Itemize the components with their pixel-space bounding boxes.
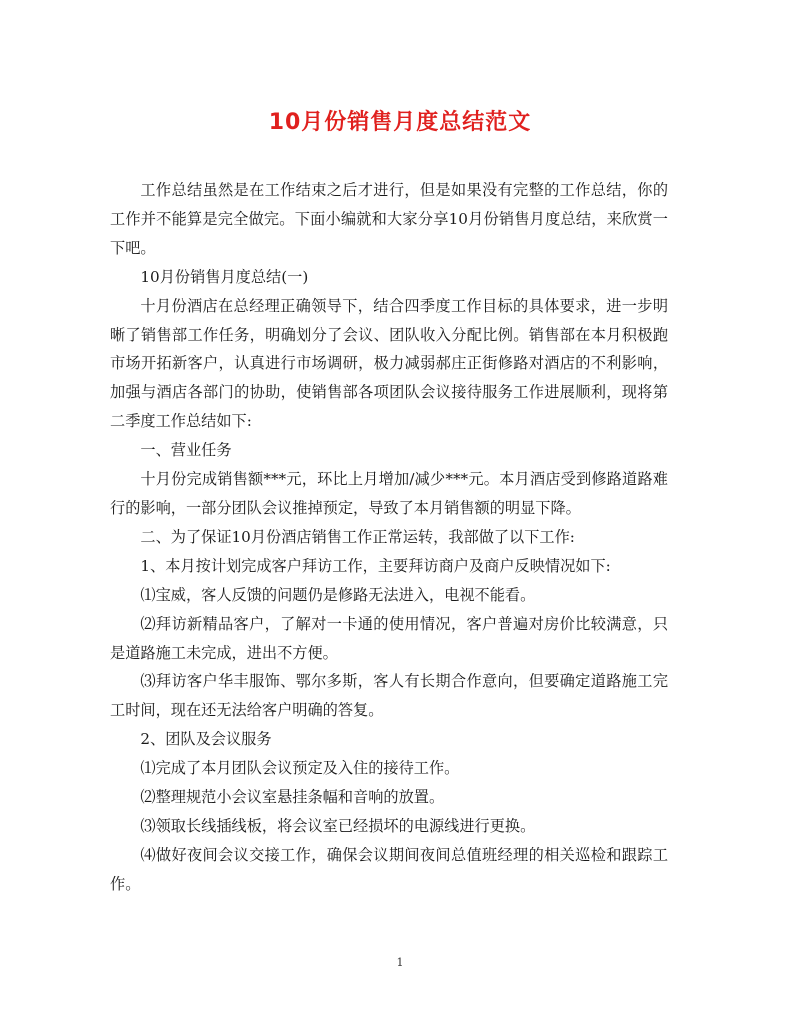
document-title: 10月份销售月度总结范文	[268, 110, 532, 135]
list-item: ⑴完成了本月团队会议预定及入住的接待工作。	[140, 759, 460, 778]
list-item: ⑴宝威，客人反馈的问题仍是修路无法进入，电视不能看。	[140, 585, 536, 604]
list-item: ⑶领取长线插线板，将会议室已经损坏的电源线进行更换。	[140, 816, 536, 835]
section-heading: 10月份销售月度总结(一)	[140, 267, 309, 286]
subsection-heading: 2、团队及会议服务	[140, 730, 272, 749]
subsection-heading: 1、本月按计划完成客户拜访工作，主要拜访商户及商户反映情况如下:	[140, 556, 611, 575]
list-item: ⑶拜访客户华丰服饰、鄂尔多斯，客人有长期合作意向，但要确定道路施工完工时间，现在还无法给客户明确的答复。	[110, 672, 668, 720]
section-heading: 二、为了保证10月份酒店销售工作正常运转，我部做了以下工作:	[140, 527, 575, 546]
section-heading: 一、营业任务	[140, 441, 232, 460]
page-number: 1	[396, 956, 404, 969]
list-item: ⑵整理规范小会议室悬挂条幅和音响的放置。	[140, 788, 445, 807]
list-item: ⑷做好夜间会议交接工作，确保会议期间夜间总值班经理的相关巡检和跟踪工作。	[110, 845, 668, 893]
list-item: ⑵拜访新精品客户，了解对一卡通的使用情况，客户普遍对房价比较满意，只是道路施工未完成，进出不方便。	[110, 614, 668, 662]
body-paragraph: 十月份完成销售额***元，环比上月增加/减少***元。本月酒店受到修路道路难行的影响，一部分团队会议推掉预定，导致了本月销售额的明显下降。	[110, 470, 668, 517]
document-body	[110, 176, 668, 899]
intro-paragraph: 工作总结虽然是在工作结束之后才进行，但是如果没有完整的工作总结，你的工作并不能算是完全做完。下面小编就和大家分享10月份销售月度总结，来欣赏一下吧。	[110, 181, 668, 257]
body-paragraph: 十月份酒店在总经理正确领导下，结合四季度工作目标的具体要求，进一步明晰了销售部工作任务，明确划分了会议、团队收入分配比例。销售部在本月积极跑市场开拓新客户，认真进行市场调研，极力减弱郝庄正街修路对酒店的不利影响，加强与酒店各部门的协助，使销售部各项团队会议接待服务工作进展顺利，现将第二季度工作总结如下:	[110, 296, 668, 431]
